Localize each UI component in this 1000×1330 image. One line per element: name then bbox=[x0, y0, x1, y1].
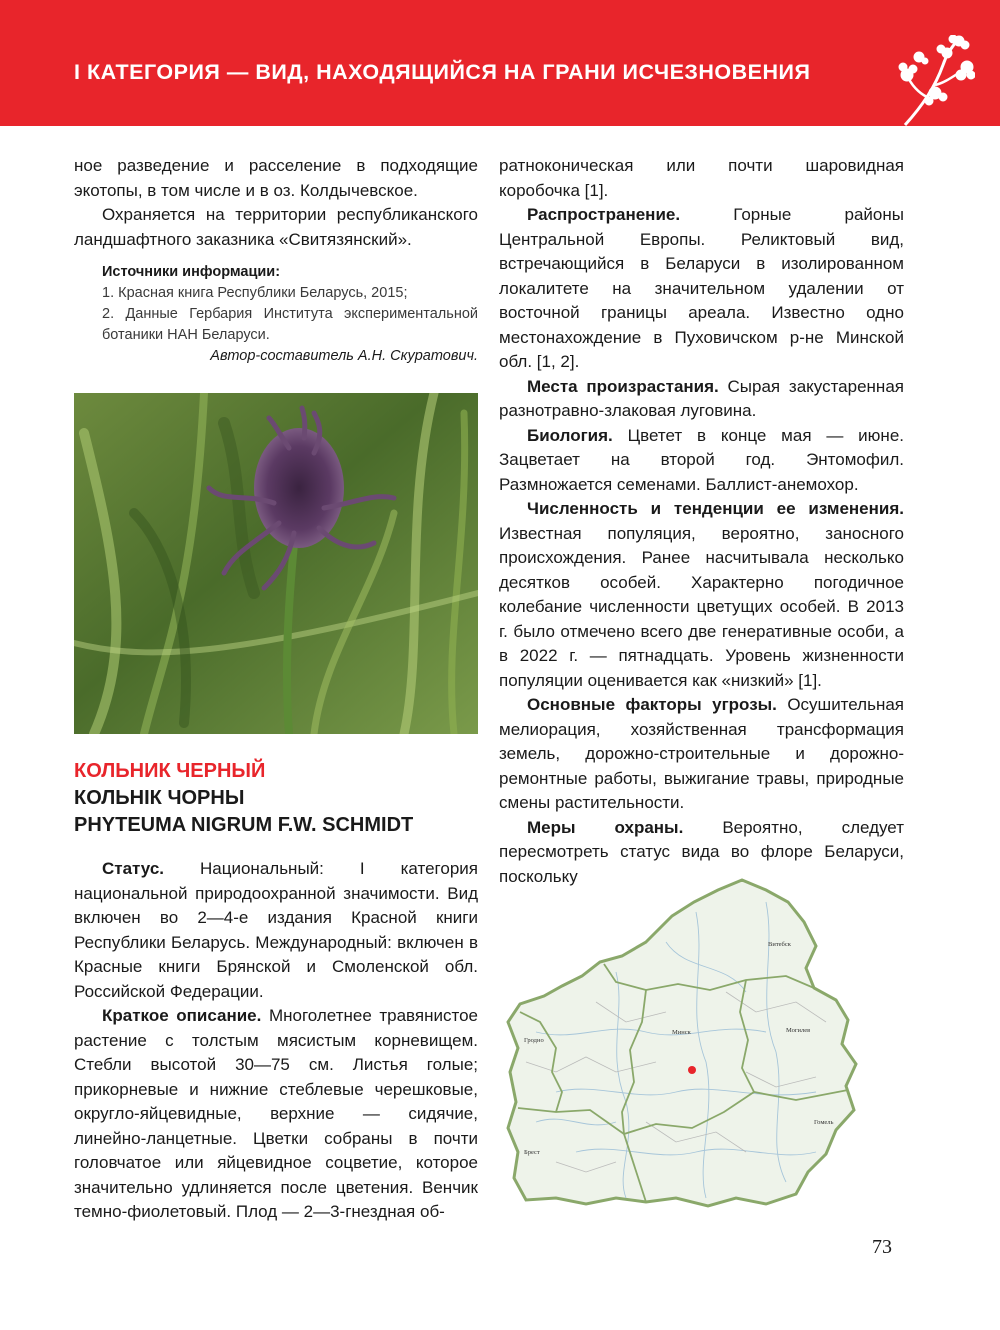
page-number: 73 bbox=[872, 1236, 892, 1258]
city-label: Гомель bbox=[814, 1119, 834, 1126]
section-label: Места произрастания. bbox=[527, 376, 719, 396]
section-text: Горные районы Центральной Европы. Реликтовый вид, встречающийся в Беларуси в изолированном локалитете на значительном удалении от восточной границы ареала. Известно одно местонахождение в Пуховичском р-не Минской обл. [1, 2]. bbox=[499, 205, 904, 371]
left-column-bottom bbox=[74, 857, 478, 1225]
species-name-ru: КОЛЬНИК ЧЕРНЫЙ bbox=[74, 760, 266, 782]
section-text: Национальный: I категория национальной природоохранной значимости. Вид включен во 2—4-е издания Красной книги Республики Беларусь. Международный: включен в Красные книги Брянской и Смоленской обл. Российской Федерации. bbox=[74, 859, 478, 1001]
sources-block bbox=[74, 262, 478, 367]
left-column-top bbox=[74, 154, 478, 252]
city-label: Гродно bbox=[524, 1037, 544, 1044]
section-text: Вероятно, следует пересмотреть статус вида во флоре Беларуси, поскольку bbox=[499, 817, 904, 886]
species-name-latin: PHYTEUMA NIGRUM F.W. SCHMIDT bbox=[74, 814, 414, 836]
right-column bbox=[499, 154, 904, 889]
distribution-map bbox=[496, 872, 866, 1210]
paragraph-threats bbox=[499, 693, 904, 816]
section-label: Основные факторы угрозы. bbox=[527, 695, 777, 714]
city-label: Могилев bbox=[786, 1027, 811, 1034]
flower-branch-icon bbox=[895, 35, 975, 127]
paragraph-description bbox=[74, 1004, 478, 1225]
city-label: Брест bbox=[524, 1149, 540, 1156]
paragraph-status bbox=[74, 857, 478, 1004]
city-label: Минск bbox=[672, 1029, 691, 1036]
section-label: Меры охраны. bbox=[527, 817, 684, 837]
source-item: 1. Красная книга Республики Беларусь, 2015; bbox=[102, 285, 408, 301]
country-outline bbox=[508, 880, 856, 1206]
plant-photo bbox=[74, 393, 478, 734]
section-label: Статус. bbox=[102, 859, 165, 878]
header-banner bbox=[0, 0, 1000, 126]
species-names bbox=[74, 758, 478, 839]
paragraph: ное разведение и расселение в подходящие экотопы, в том числе и в оз. Колдычевское. bbox=[74, 156, 478, 200]
paragraph-population bbox=[499, 497, 904, 693]
sources-heading: Источники информации: bbox=[102, 264, 281, 280]
author-line: Автор-составитель А.Н. Скуратович. bbox=[210, 348, 478, 364]
occurrence-marker bbox=[688, 1066, 696, 1074]
section-text: Многолетнее травянистое растение с толстым мясистым корневищем. Стебли высотой 30—75 см. Листья голые; прикорневые и нижние стеблевые черешковые, округло-яйцевидные, верхние — сидячие, линейно-ланцетные. Цветки собраны в почти головчатое или яйцевидное соцветие, которое значительно удлиняется после цветения. Венчик темно-фиолетовый. Плод — 2—3-гнездная об- bbox=[74, 1006, 478, 1221]
banner-title: I КАТЕГОРИЯ — ВИД, НАХОДЯЩИЙСЯ НА ГРАНИ ИСЧЕЗНОВЕНИЯ bbox=[74, 60, 811, 84]
section-label: Распространение. bbox=[527, 205, 681, 224]
paragraph-continuation: ратноконическая или почти шаровидная коробочка [1]. bbox=[499, 156, 904, 200]
paragraph-biology bbox=[499, 424, 904, 498]
paragraph-distribution bbox=[499, 203, 904, 375]
city-label: Витебск bbox=[768, 941, 791, 948]
paragraph: Охраняется на территории республиканского ландшафтного заказника «Свитязянский». bbox=[74, 205, 478, 249]
section-label: Биология. bbox=[527, 425, 613, 445]
source-item: 2. Данные Гербария Института экспериментальной ботаники НАН Беларуси. bbox=[102, 306, 478, 343]
section-label: Численность и тенденции ее изменения. bbox=[527, 499, 904, 518]
section-text: Сырая закустаренная разнотравно-злаковая луговина. bbox=[499, 376, 904, 420]
species-name-by: КОЛЬНІК ЧОРНЫ bbox=[74, 787, 245, 809]
section-label: Краткое описание. bbox=[102, 1006, 262, 1025]
section-text: Осушительная мелиорация, хозяйственная трансформация земель, дорожно-строительные и дорожно-ремонтные работы, выжигание травы, природные смены растительности. bbox=[499, 695, 904, 812]
section-text: Цветет в конце мая — июне. Зацветает на второй год. Энтомофил. Размножается семенами. Баллист-анемохор. bbox=[499, 425, 904, 494]
section-text: Известная популяция, вероятно, заносного происхождения. Ранее насчитывала несколько десятков особей. Характерно погодичное колебание численности цветущих особей. В 2013 г. было отмечено всего две генеративные особи, а в 2022 г. — пятнадцать. Уровень жизненности популяции оценивается как «низкий» [1]. bbox=[499, 523, 904, 690]
paragraph-habitat bbox=[499, 375, 904, 424]
